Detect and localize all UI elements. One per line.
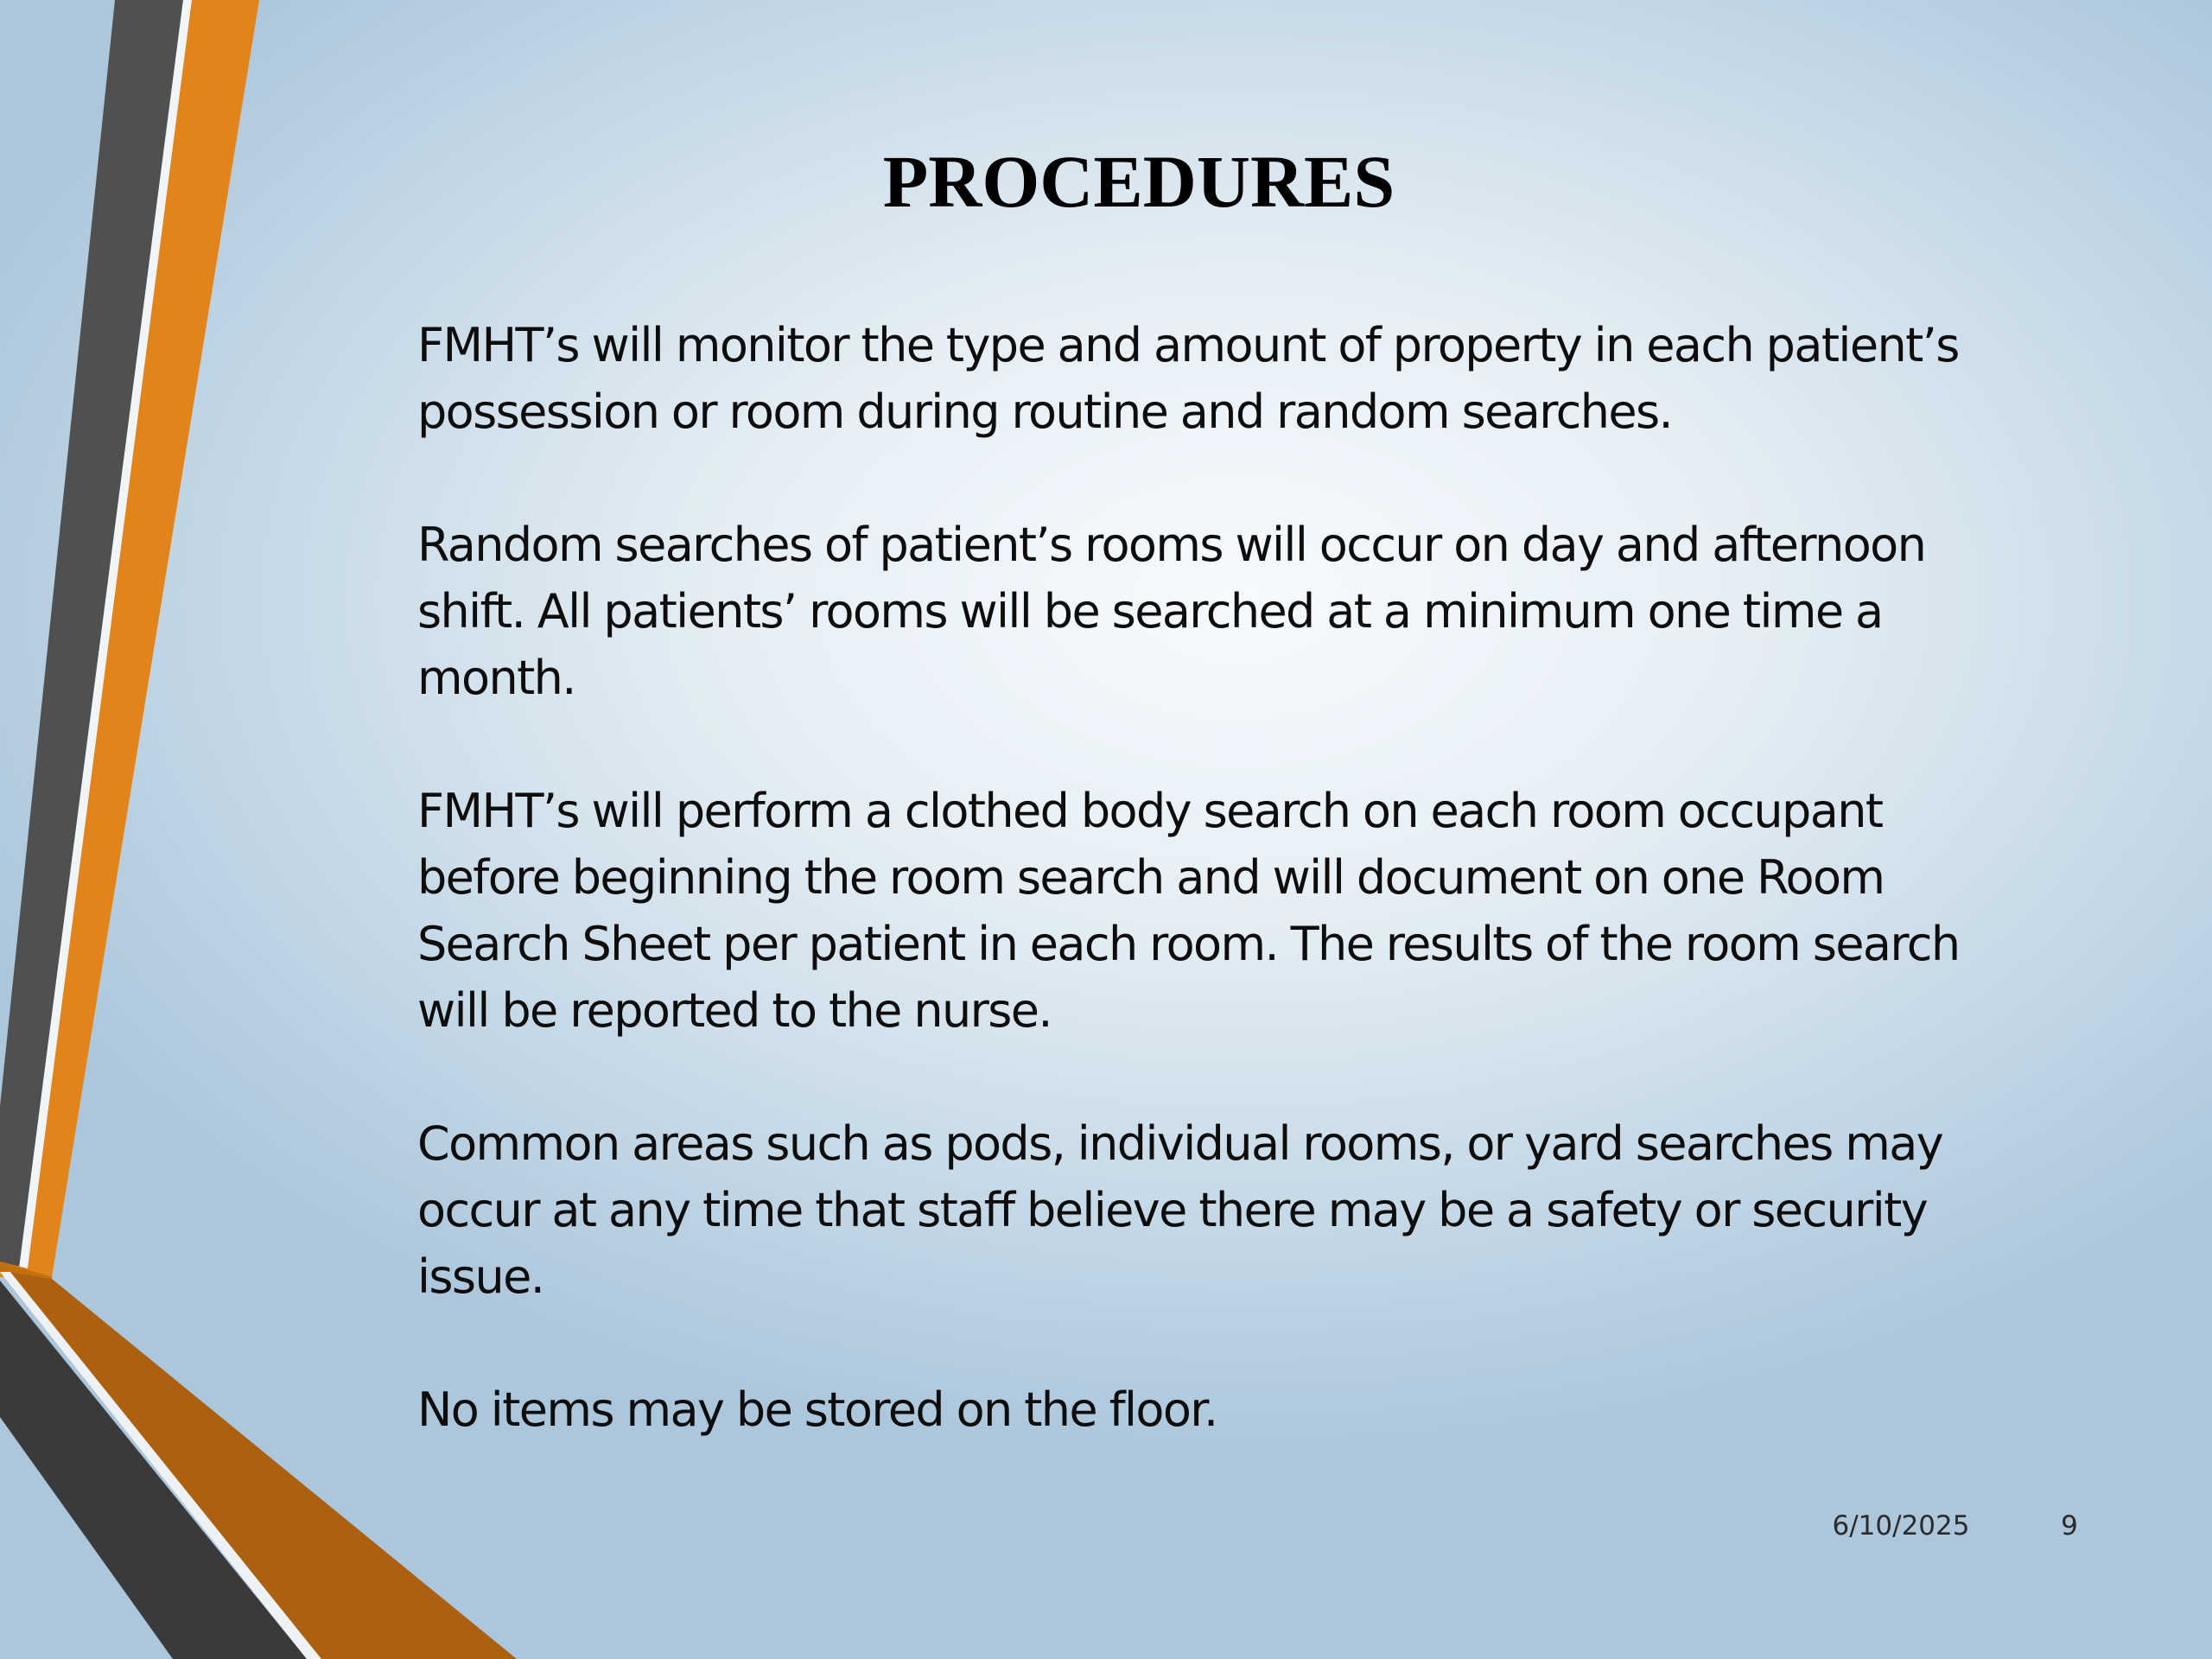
paragraph-common-areas: Common areas such as pods, individual rooms, or yard searches may occur at any time that staff believe there may be a safety or security issue.	[417, 1116, 1943, 1304]
slide-body	[417, 312, 2076, 1443]
slide-number: 9	[2061, 1510, 2078, 1541]
paragraph-random-searches: Random searches of patient’s rooms will occur on day and afternoon shift. All patients’ rooms will be searched at a minimum one time a month.	[417, 518, 1926, 705]
paragraph-floor-storage: No items may be stored on the floor.	[417, 1382, 1217, 1437]
footer-date: 6/10/2025	[1832, 1510, 1970, 1541]
paragraph-property-monitoring: FMHT’s will monitor the type and amount of property in each patient’s possession or room during routine and random searches.	[417, 318, 1959, 439]
paragraph-body-search: FMHT’s will perform a clothed body search on each room occupant before beginning the room search and will document on one Room Search Sheet per patient in each room. The results of the room search will be reported to the nurse.	[417, 784, 1960, 1038]
slide-title: PROCEDURES	[882, 140, 1395, 223]
